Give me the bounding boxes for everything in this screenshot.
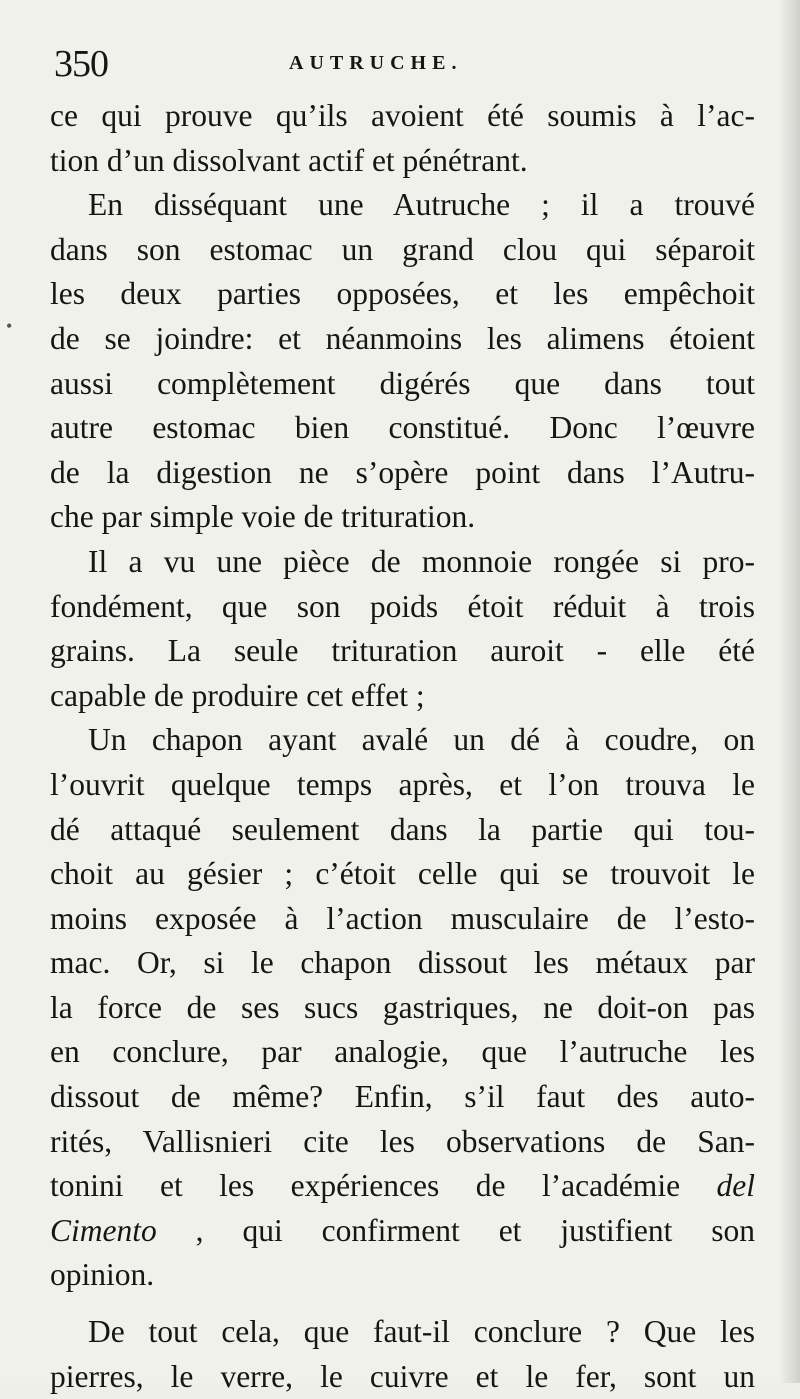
text-line: les deux parties opposées, et les empêchoit [50,276,755,312]
text-segment: tonini et les expériences de l’académie [50,1168,717,1204]
text-line: grains. La seule trituration auroit - elle été [50,633,755,669]
text-line: dé attaqué seulement dans la partie qui tou- [50,811,755,847]
paragraph-start-line: Un chapon ayant avalé un dé à coudre, on [88,722,755,758]
text-line: tion d’un dissolvant actif et pénétrant. [50,142,528,178]
text-line: choit au gésier ; c’étoit celle qui se trouvoit le [50,856,755,892]
text-line: la force de ses sucs gastriques, ne doit-on pas [50,989,755,1025]
text-line: capable de produire cet effet ; [50,677,425,713]
body-text [50,94,755,1399]
page-edge-shadow [778,0,800,1383]
text-line: ce qui prouve qu’ils avoient été soumis à l’ac- [50,98,755,133]
paragraph-start-line: Il a vu une pièce de monnoie rongée si pro- [88,543,755,579]
margin-dot-mark: • [6,316,13,336]
text-line [50,1209,755,1254]
text-line: pierres, le verre, le cuivre et le fer, sont un [50,1358,755,1394]
text-segment: , qui confirment et justifient son [156,1212,755,1248]
paragraph-start-line: De tout cela, que faut-il conclure ? Que les [88,1314,755,1350]
text-line: che par simple voie de trituration. [50,499,476,535]
page-number: 350 [54,43,108,85]
paragraph-start-line: En disséquant une Autruche ; il a trouvé [88,187,755,223]
text-line: rités, Vallisnieri cite les observations de San- [50,1123,755,1159]
text-line: en conclure, par analogie, que l’autruche les [50,1034,755,1070]
text-line: l’ouvrit quelque temps après, et l’on trouva le [50,766,755,802]
text-line: autre estomac bien constitué. Donc l’œuvre [50,410,755,446]
text-line: dissout de même? Enfin, s’il faut des auto- [50,1079,755,1115]
italic-term: Cimento [50,1212,157,1248]
text-line: mac. Or, si le chapon dissout les métaux par [50,945,755,981]
text-line: fondément, que son poids étoit réduit à trois [50,588,755,624]
text-line: dans son estomac un grand clou qui séparoit [50,231,755,267]
text-line: aussi complètement digérés que dans tout [50,365,755,401]
running-head: AUTRUCHE. [289,52,463,74]
text-line: de se joindre: et néanmoins les alimens étoient [50,320,755,356]
italic-term: del [716,1168,755,1204]
page-header [54,40,754,88]
text-line: opinion. [50,1257,155,1293]
text-line: moins exposée à l’action musculaire de l’esto- [50,900,755,936]
text-line: de la digestion ne s’opère point dans l’Autru- [50,454,755,490]
text-line [50,1164,755,1209]
